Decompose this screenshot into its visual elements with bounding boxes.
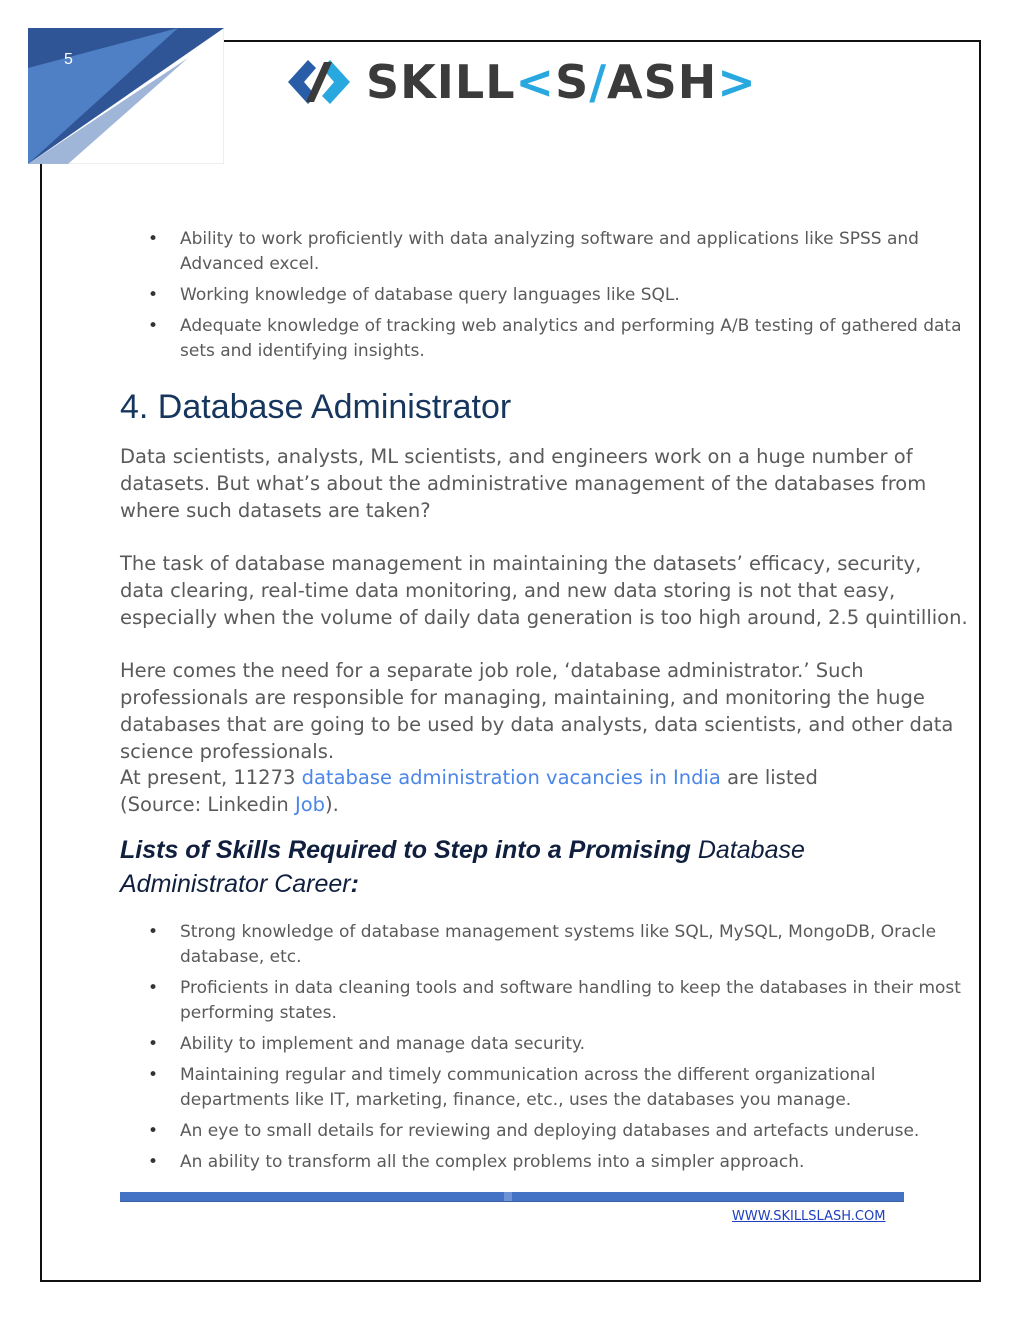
list-item: • Maintaining regular and timely communication across the different organizational departments like IT, marketing, finance, etc., uses the databases you manage. <box>148 1063 968 1113</box>
footer-bar <box>120 1192 904 1201</box>
logo-text-ash: ASH <box>607 55 718 109</box>
job-link[interactable]: Job <box>294 793 326 816</box>
top-bullet-list <box>148 227 968 370</box>
footer-website-link[interactable]: WWW.SKILLSLASH.COM <box>732 1209 886 1224</box>
footer-bar-notch <box>504 1192 512 1201</box>
subheading-bold: Lists of Skills Required to Step into a Promising <box>120 836 691 864</box>
vacancies-prefix: At present, 11273 <box>120 766 302 789</box>
section-title: 4. Database Administrator <box>120 388 512 426</box>
list-item: • Strong knowledge of database management systems like SQL, MySQL, MongoDB, Oracle database, etc. <box>148 920 968 970</box>
subheading-italic: Database Administrator Career <box>120 836 805 898</box>
list-item: • An ability to transform all the complex problems into a simpler approach. <box>148 1150 968 1175</box>
paragraph: Here comes the need for a separate job role, ‘database administrator.’ Such professionals are responsible for managing, maintaining, and monitoring the huge databases that are going to be used by data analysts, data scientists, and other data science professionals. <box>120 659 954 763</box>
list-item: • Working knowledge of database query languages like SQL. <box>148 283 968 308</box>
list-item: • An eye to small details for reviewing and deploying databases and artefacts underuse. <box>148 1119 968 1144</box>
paragraph: The task of database management in maintaining the datasets’ efficacy, security, data clearing, real-time data monitoring, and new data storing is not that easy, especially when the volume of daily data generation is too high around, 2.5 quintillion. <box>120 552 968 629</box>
logo-text-bracket-left: < <box>515 55 556 109</box>
logo-text-slash: / <box>589 55 608 109</box>
logo-text-s: S <box>555 55 590 109</box>
skills-subheading <box>120 833 880 901</box>
skillslash-logo <box>286 54 757 110</box>
vacancies-paragraph <box>120 764 880 818</box>
list-item: • Ability to implement and manage data security. <box>148 1032 968 1057</box>
page-number: 5 <box>64 51 73 68</box>
vacancies-middle: are listed (Source: Linkedin <box>120 766 818 816</box>
skills-bullet-list <box>148 920 968 1181</box>
logo-mark-icon <box>286 56 352 108</box>
list-item: • Adequate knowledge of tracking web analytics and performing A/B testing of gathered data sets and identifying insights. <box>148 314 968 364</box>
logo-text-bracket-right: > <box>717 55 757 109</box>
list-item: • Proficients in data cleaning tools and software handling to keep the databases in their most performing states. <box>148 976 968 1026</box>
paragraph: Data scientists, analysts, ML scientists, and engineers work on a huge number of datasets. But what’s about the administrative management of the databases from where such datasets are taken? <box>120 445 927 522</box>
logo-text-skill: SKILL <box>366 55 516 109</box>
vacancies-suffix: ). <box>325 793 339 816</box>
list-item: • Ability to work proficiently with data analyzing software and applications like SPSS and Advanced excel. <box>148 227 968 277</box>
subheading-colon: : <box>350 870 359 898</box>
vacancies-link[interactable]: database administration vacancies in India <box>301 766 721 789</box>
corner-decoration <box>28 28 224 164</box>
